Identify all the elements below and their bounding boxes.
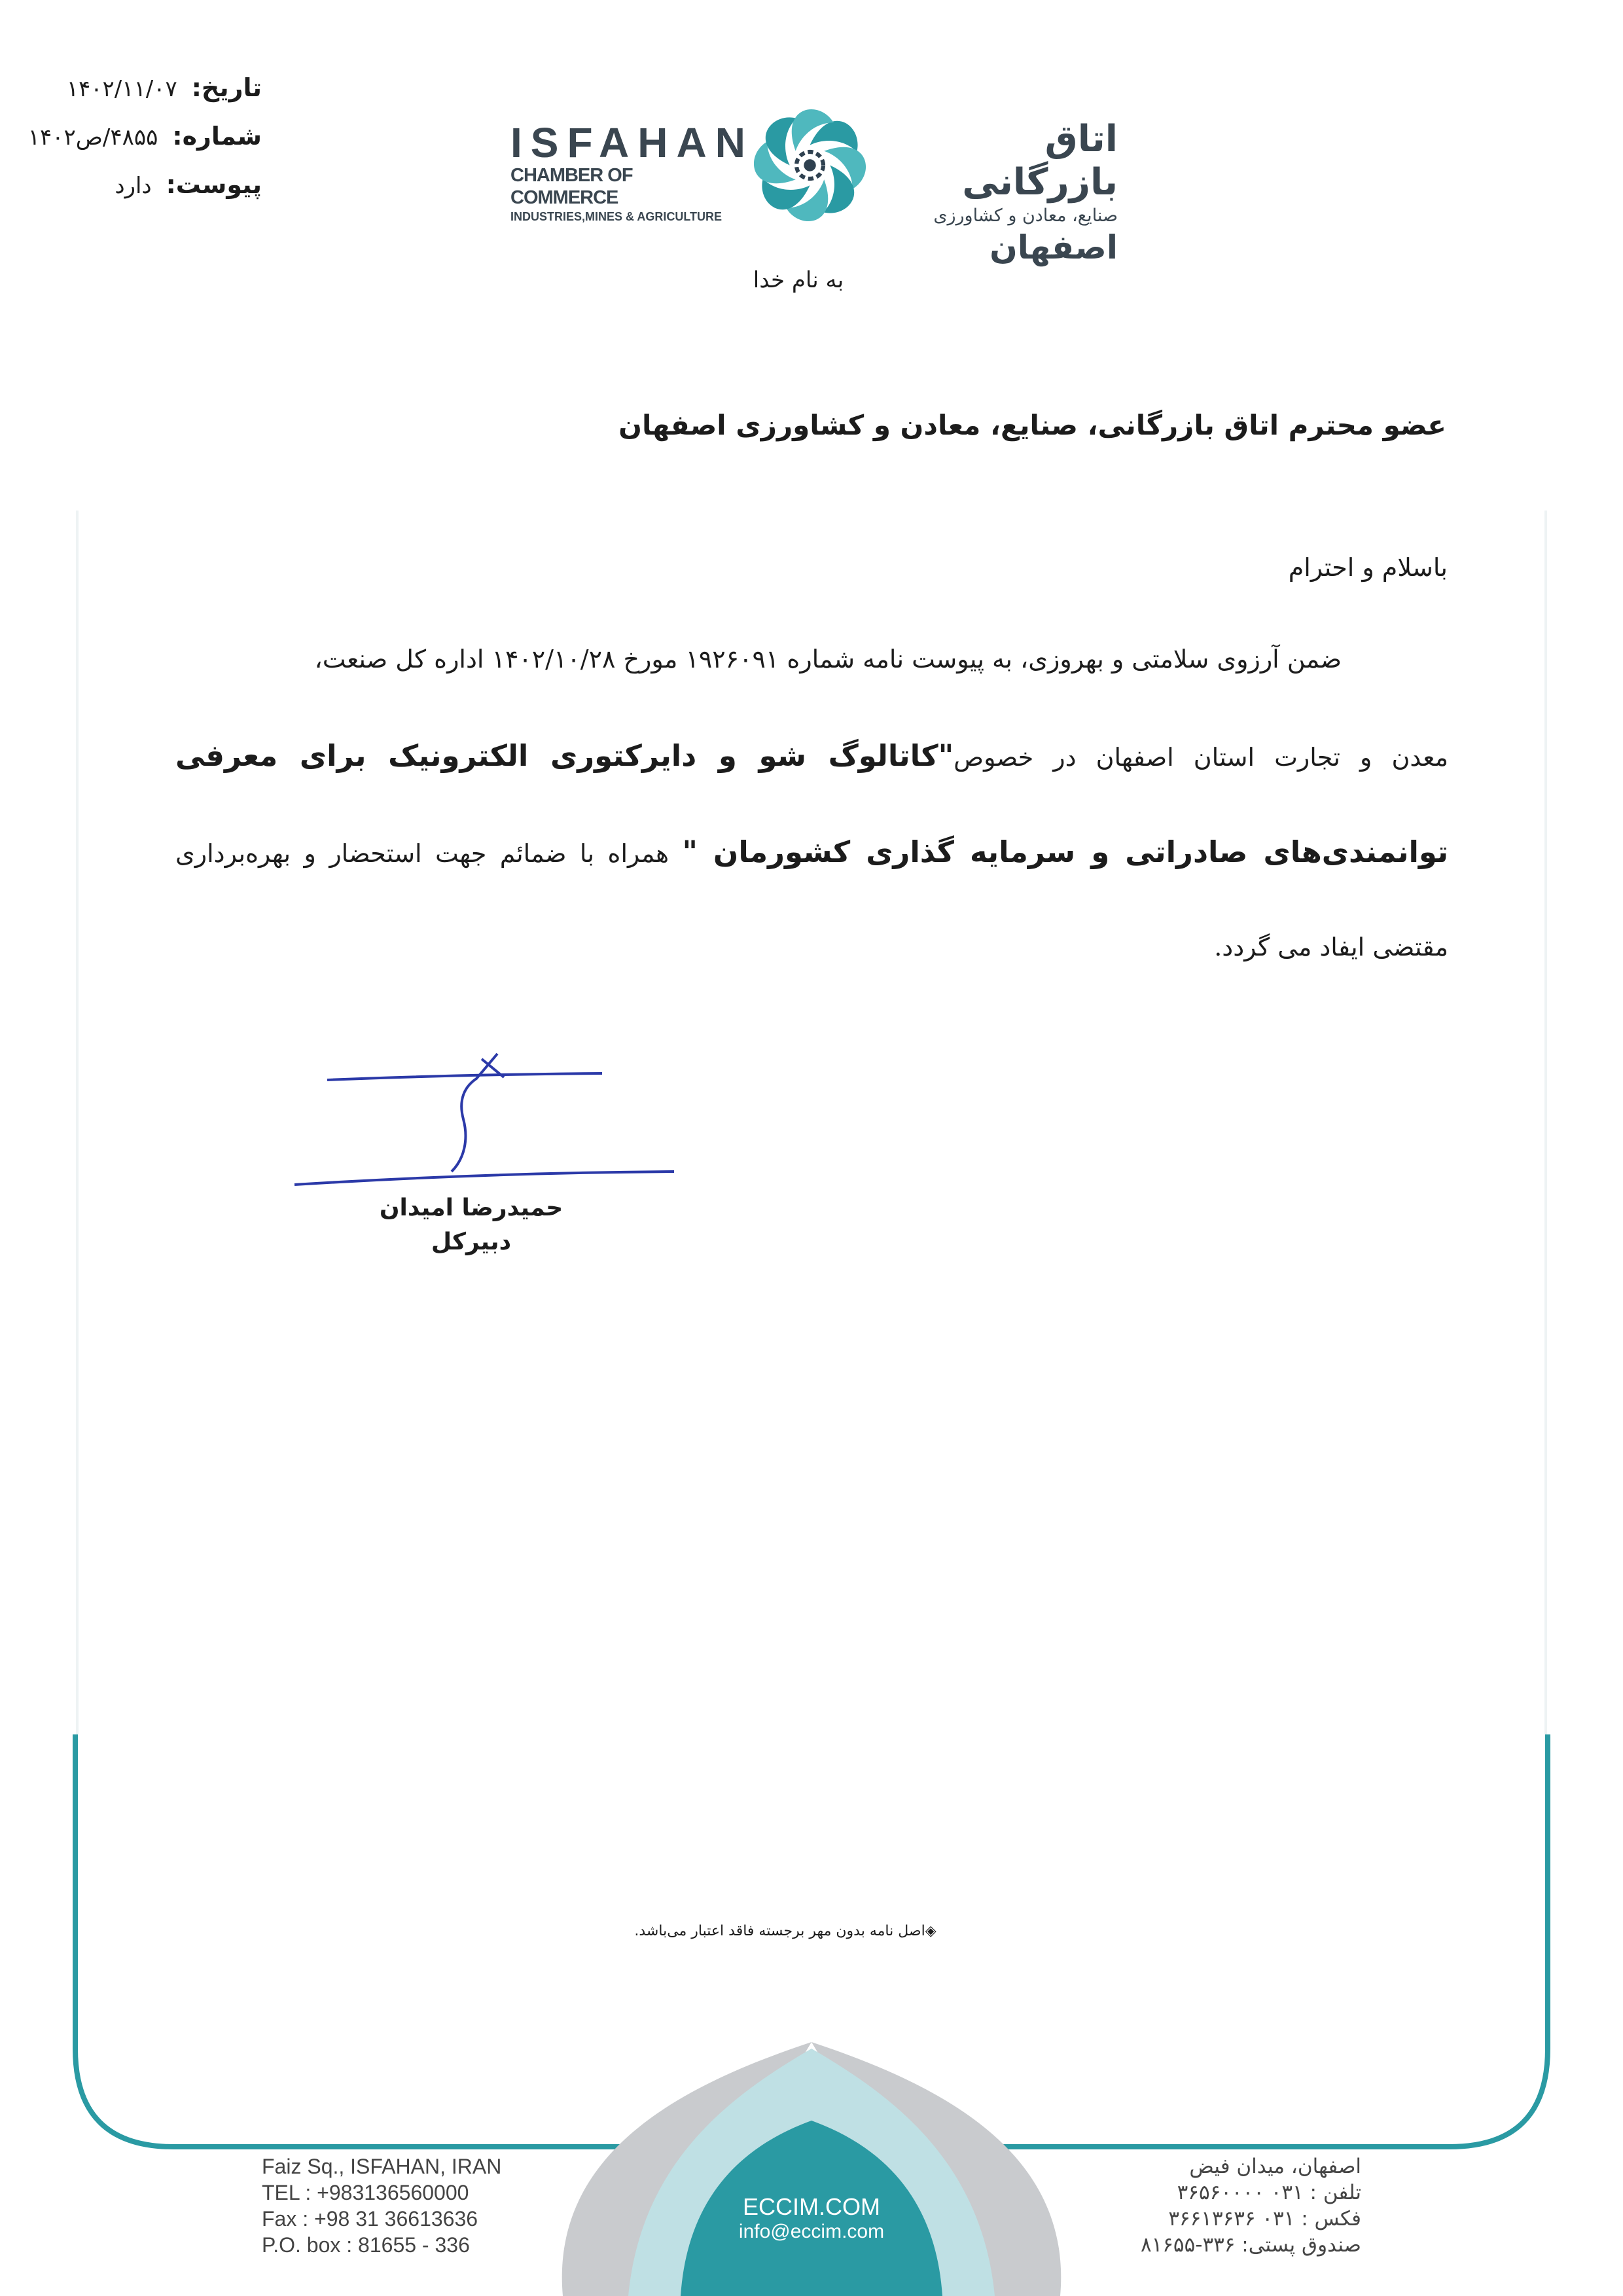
addressee: عضو محترم اتاق بازرگانی، صنایع، معادن و کشاورزی اصفهان bbox=[618, 409, 1446, 441]
signatory-name: حمیدرضا امیدان bbox=[379, 1194, 563, 1221]
paragraph-line-2-plain: معدن و تجارت استان اصفهان در خصوص bbox=[954, 743, 1448, 772]
footer-en-tel: TEL : +983136560000 bbox=[262, 2181, 469, 2204]
footer-fa-pobox: صندوق پستی: ۳۳۶-۸۱۶۵۵ bbox=[1140, 2233, 1361, 2257]
website-link[interactable]: ECCIM.COM bbox=[743, 2193, 880, 2220]
paragraph-line-2 bbox=[175, 738, 1448, 773]
footer-fa-tel: تلفن : ۰۳۱ ۳۶۵۶۰۰۰۰ bbox=[1177, 2181, 1361, 2204]
paragraph-line-3 bbox=[175, 834, 1448, 869]
number-value: ۴۸۵۵/ص۱۴۰۲ bbox=[27, 124, 158, 151]
greeting: باسلام و احترام bbox=[1288, 553, 1448, 582]
footer-web bbox=[707, 2194, 916, 2244]
paragraph-line-2-bold: "کاتالوگ شو و دایرکتوری الکترونیک برای معرفی bbox=[175, 738, 954, 773]
date-value: ۱۴۰۲/۱۱/۰۷ bbox=[66, 76, 177, 102]
footer-fa-fax: فکس : ۰۳۱ ۳۶۶۱۳۶۳۶ bbox=[1168, 2207, 1361, 2231]
logo-persian-text bbox=[882, 118, 1118, 267]
paragraph-line-3-plain: همراه با ضمائم جهت استحضار و بهره‌برداری bbox=[175, 839, 683, 868]
meta-attachment bbox=[26, 170, 262, 219]
footer-fa-address: اصفهان، میدان فیض bbox=[1189, 2155, 1361, 2178]
logo-fa-line3: اصفهان bbox=[990, 228, 1118, 266]
footer-en-pobox: P.O. box : 81655 - 336 bbox=[262, 2233, 470, 2257]
attachment-label: پیوست: bbox=[166, 170, 262, 199]
chamber-logo-icon bbox=[743, 98, 877, 232]
logo-en-line2: CHAMBER OF COMMERCE bbox=[510, 165, 633, 208]
paragraph-line-3-bold: توانمندی‌های صادراتی و سرمایه گذاری کشورمان " bbox=[682, 834, 1449, 869]
meta-date bbox=[26, 73, 262, 122]
signatory-title: دبیرکل bbox=[431, 1229, 512, 1255]
logo-en-line3: INDUSTRIES,MINES & AGRICULTURE bbox=[510, 210, 722, 223]
paragraph-line-4: مقتضی ایفاد می گردد. bbox=[1214, 933, 1448, 961]
footer-en-address: Faiz Sq., ISFAHAN, IRAN bbox=[262, 2155, 502, 2178]
footer-contact-persian bbox=[1054, 2153, 1361, 2258]
footer-contact-english bbox=[262, 2153, 537, 2258]
logo-fa-line1: اتاق بازرگانی bbox=[962, 118, 1118, 204]
email-link[interactable]: info@eccim.com bbox=[738, 2221, 885, 2242]
footer-petal-ornament bbox=[562, 2042, 1061, 2296]
logo-en-line1: ISFAHAN bbox=[510, 119, 754, 166]
number-label: شماره: bbox=[172, 122, 262, 151]
meta-number bbox=[26, 122, 262, 170]
validity-note: ◈اصل نامه بدون مهر برجسته فاقد اعتبار می‌باشد. bbox=[634, 1923, 936, 1939]
date-label: تاریخ: bbox=[191, 73, 262, 102]
attachment-value: دارد bbox=[115, 173, 152, 199]
signatory bbox=[366, 1191, 576, 1259]
letter-meta bbox=[26, 73, 262, 219]
footer-en-fax: Fax : +98 31 36613636 bbox=[262, 2207, 478, 2231]
logo-english-text bbox=[510, 119, 754, 224]
paragraph-line-1: ضمن آرزوی سلامتی و بهروزی، به پیوست نامه شماره ۱۹۲۶۰۹۱ مورخ ۱۴۰۲/۱۰/۲۸ اداره کل صنعت، bbox=[314, 645, 1342, 673]
logo-fa-line2: صنایع، معادن و کشاورزی bbox=[933, 206, 1118, 226]
bismillah: به نام خدا bbox=[753, 267, 844, 293]
